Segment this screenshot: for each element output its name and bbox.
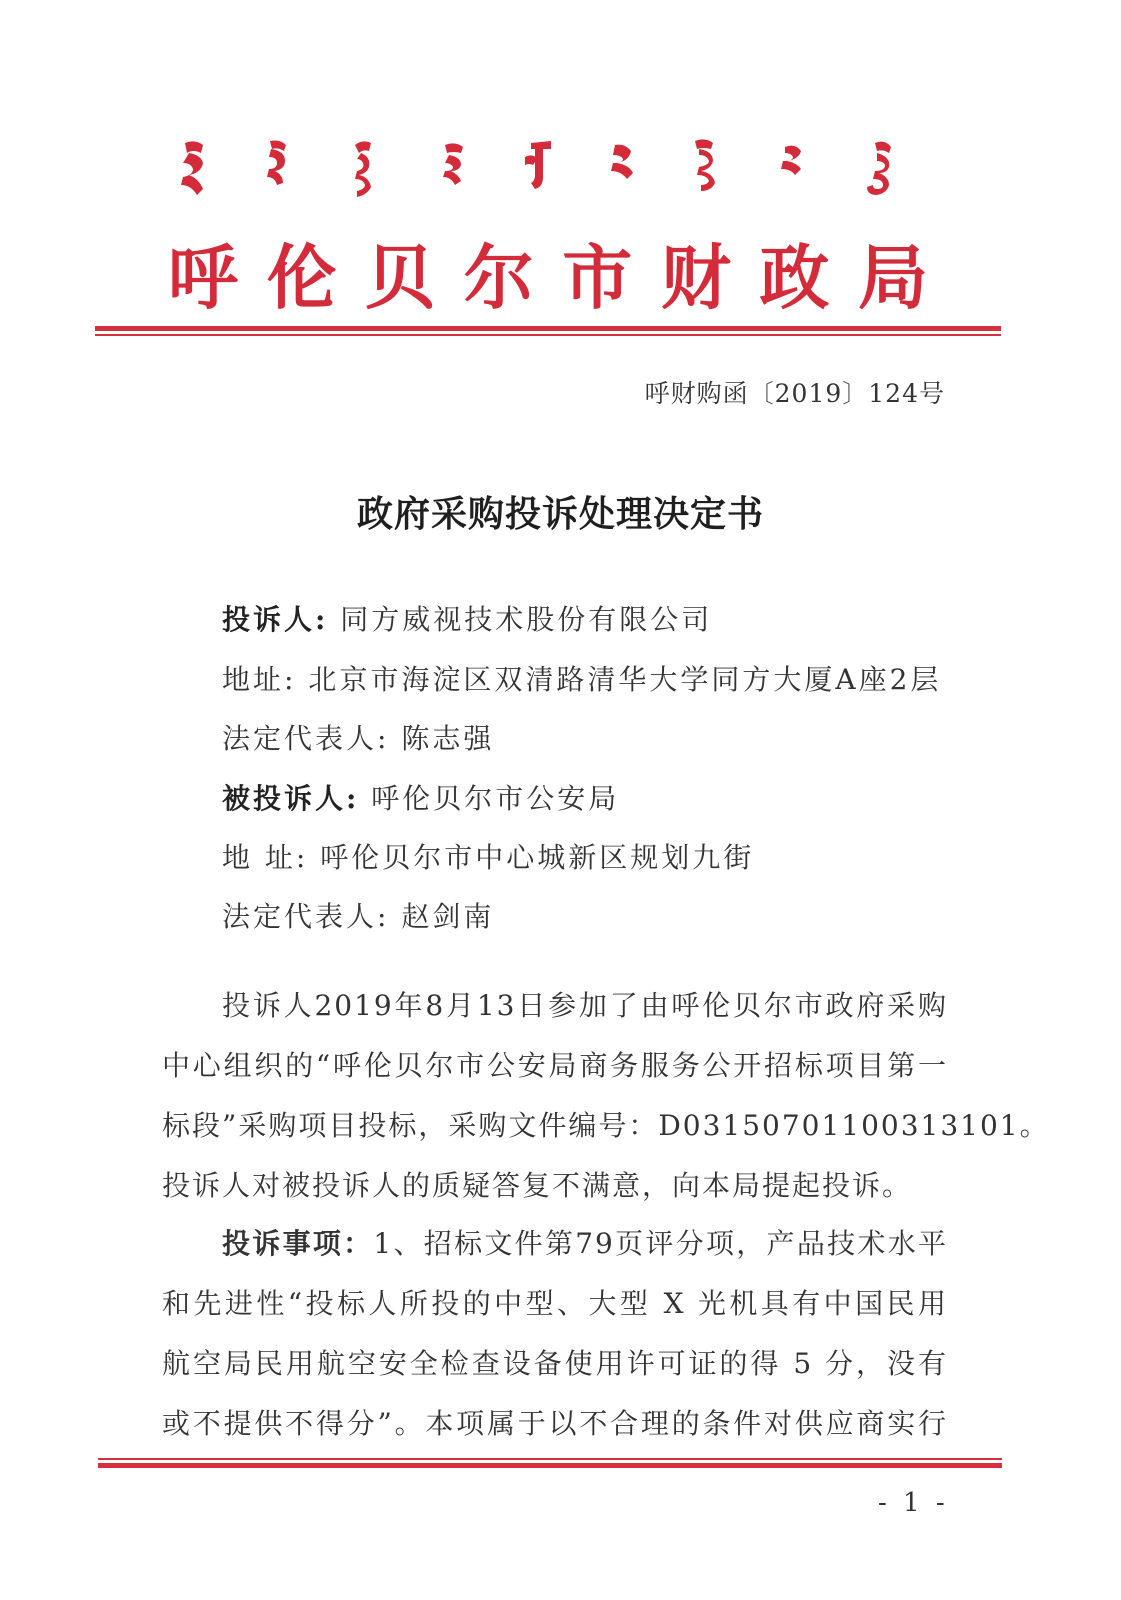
mongolian-org-name-logo: [165, 135, 925, 205]
respondent-address-label: 地 址:: [222, 841, 309, 874]
page-number: - 1 -: [878, 1488, 949, 1518]
complainant-name: 同方威视技术股份有限公司: [340, 603, 713, 636]
respondent-address: 呼伦贝尔市中心城新区规划九街: [320, 841, 755, 874]
paragraph-complaint-items: [162, 1222, 948, 1462]
paragraph-line: 中心组织的“呼伦贝尔市公安局商务服务公开招标项目第一: [162, 1049, 948, 1082]
respondent-line: [222, 777, 619, 817]
org-name-char: 尔: [463, 237, 534, 319]
complainant-label: 投诉人:: [222, 603, 329, 636]
document-number: 呼财购函〔2019〕124号: [644, 379, 945, 408]
respondent-address-line: [222, 836, 754, 876]
respondent-rep-line: [222, 895, 494, 935]
complainant-address-line: [222, 658, 941, 698]
header-rule-thin: [95, 334, 1001, 336]
org-name-char: 市: [562, 237, 633, 319]
complainant-address-label: 地址:: [222, 663, 297, 696]
org-name-char: 局: [857, 237, 928, 319]
complainant-address: 北京市海淀区双清路清华大学同方大厦A座2层: [308, 663, 942, 696]
complaint-items-label: 投诉事项：: [222, 1227, 374, 1260]
footer-rule-thin: [98, 1458, 1002, 1460]
paragraph-line: 标段”采购项目投标，采购文件编号：D031507011003131​01。: [162, 1109, 1050, 1142]
footer-rule-thick: [98, 1463, 1002, 1468]
paragraph-line: 或不提供不得分”。本项属于以不合理的条件对供应商实行: [162, 1407, 948, 1440]
header-rule-thick: [95, 326, 1001, 331]
respondent-rep-label: 法定代表人:: [222, 900, 390, 933]
paragraph-line: 和先进性“投标人所投的中型、大型 X 光机具有中国民用: [162, 1287, 948, 1320]
paragraph-background: [162, 984, 1050, 1224]
respondent-rep: 赵剑南: [401, 900, 495, 933]
paragraph-line: [222, 1222, 948, 1262]
org-name-char: 财: [660, 237, 731, 319]
org-name-char: 呼: [168, 237, 238, 319]
document-title: 政府采购投诉处理决定书: [356, 493, 764, 535]
respondent-name: 呼伦贝尔市公安局: [371, 782, 620, 815]
org-name-char: 伦: [266, 237, 337, 319]
complaint-items-first: 1、招标文件第79页评分项，产品技术水平: [373, 1227, 948, 1260]
org-name-heading: [168, 222, 928, 319]
org-name-char: 政: [759, 237, 830, 319]
paragraph-line: 投诉人对被投诉人的质疑答复不满意，向本局提起投诉。: [162, 1169, 913, 1202]
complainant-rep-label: 法定代表人:: [222, 722, 390, 755]
complainant-line: [222, 598, 712, 638]
respondent-label: 被投诉人:: [222, 782, 360, 815]
paragraph-line: 航空局民用航空安全检查设备使用许可证的得 5 分，没有: [162, 1347, 948, 1380]
paragraph-line: 投诉人2019年8月13日参加了由呼伦贝尔市政府采购: [222, 989, 948, 1022]
org-name-char: 贝: [365, 237, 436, 319]
complainant-rep-line: [222, 717, 494, 757]
complainant-rep: 陈志强: [401, 722, 495, 755]
